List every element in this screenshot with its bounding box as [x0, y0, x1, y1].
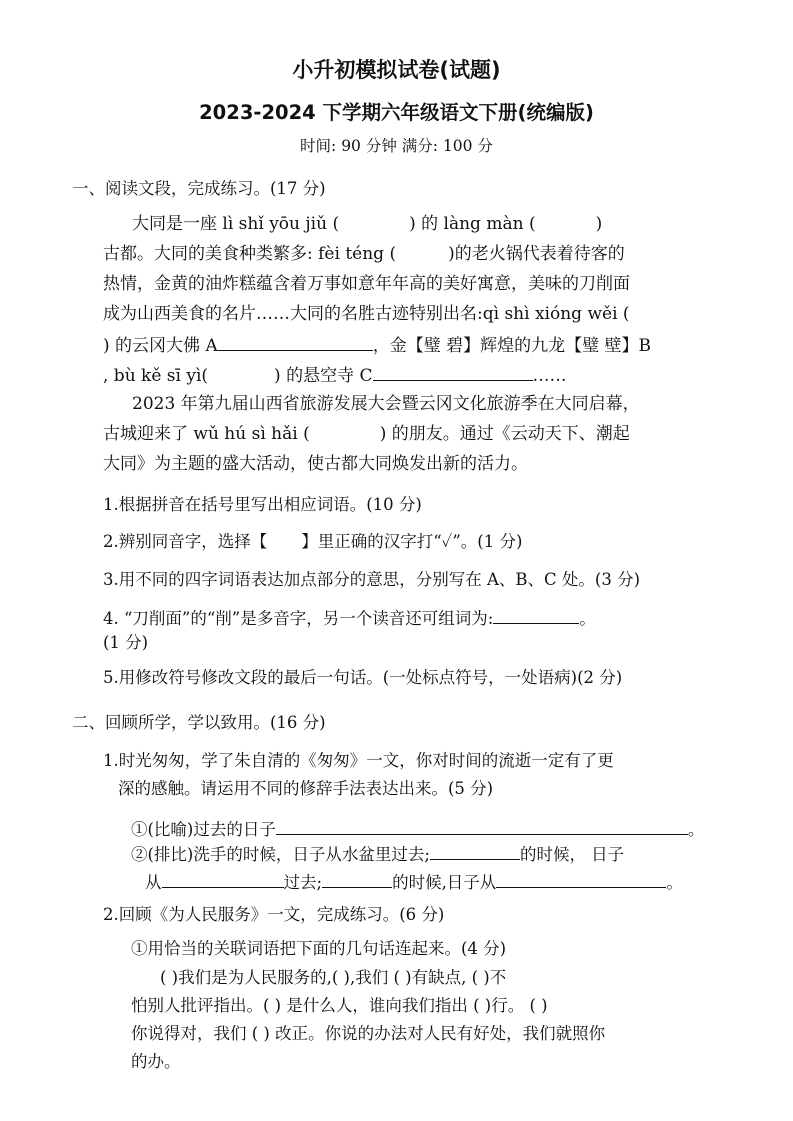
question-1-1: 1.根据拼音在括号里写出相应词语。(10 分): [103, 495, 422, 514]
passage-line: 古都。大同的美食种类繁多: fèi téng ( )的老火锅代表着待客的: [103, 244, 625, 264]
question-2-1: 1.时光匆匆，学了朱自清的《匆匆》一文，你对时间的流逝一定有了更: [103, 751, 614, 770]
item-parallelism-cont: 从 过去; 的时候,日子从 。: [145, 869, 683, 895]
answer-blank-metaphor[interactable]: [276, 816, 688, 835]
exam-subtitle: 2023-2024 下学期六年级语文下册(统编版): [199, 101, 594, 124]
item-metaphor: ①(比喻)过去的日子 。: [131, 816, 704, 842]
section2-heading: 二、回顾所学，学以致用。(16 分): [72, 713, 326, 732]
passage-line: 成为山西美食的名片……大同的名胜古迹特别出名:qì shì xióng wěi (: [103, 304, 630, 324]
answer-blank-c[interactable]: [373, 362, 533, 381]
question-1-4-score: (1 分): [103, 633, 149, 652]
item-parallelism: ②(排比)洗手的时候，日子从水盆里过去; 的时候， 日子: [131, 841, 624, 867]
passage-line: 热情，金黄的油炸糕蕴含着万事如意年年高的美好寓意，美味的刀削面: [103, 274, 630, 294]
passage-line: 古城迎来了 wǔ hú sì hǎi ( ) 的朋友。通过《云动天下、潮起: [103, 424, 630, 444]
answer-blank-parallel-3[interactable]: [322, 869, 392, 888]
passage-line: , bù kě sī yì( ) 的悬空寺 C ……: [103, 362, 567, 388]
question-1-3: 3.用不同的四字词语表达加点部分的意思，分别写在 A、B、C 处。(3 分): [103, 570, 641, 589]
question-1-4: 4. “刀削面”的“削”是多音字，另一个读音还可组词为: 。: [103, 605, 596, 631]
passage-line: ) 的云冈大佛 A ，金【璧 碧】辉煌的九龙【璧 壁】B: [103, 332, 651, 358]
passage-line: 的办。: [131, 1052, 181, 1071]
answer-blank-parallel-4[interactable]: [496, 869, 666, 888]
answer-blank-a[interactable]: [218, 332, 373, 351]
passage-line: 大同》为主题的盛大活动，使古都大同焕发出新的活力。: [103, 454, 528, 474]
answer-blank-parallel-1[interactable]: [430, 841, 520, 860]
passage-line: 你说得对，我们 ( ) 改正。你说的办法对人民有好处，我们就照你: [131, 1024, 606, 1043]
answer-blank-parallel-2[interactable]: [162, 869, 284, 888]
question-1-5: 5.用修改符号修改文段的最后一句话。(一处标点符号，一处语病)(2 分): [103, 668, 623, 687]
exam-title: 小升初模拟试卷(试题): [292, 58, 501, 82]
passage-line: ( )我们是为人民服务的,( ),我们 ( )有缺点, ( )不: [160, 968, 507, 987]
question-2-2-sub: ①用恰当的关联词语把下面的几句话连起来。(4 分): [131, 939, 507, 958]
passage-line: 怕别人批评指出。( ) 是什么人，谁向我们指出 ( )行。 ( ): [131, 996, 548, 1015]
answer-blank-q4[interactable]: [493, 605, 579, 624]
passage-line: 大同是一座 lì shǐ yōu jiǔ ( ) 的 làng màn ( ): [132, 214, 603, 234]
question-1-2: 2.辨别同音字，选择【 】里正确的汉字打“✓”。(1 分): [103, 532, 523, 551]
question-2-1-cont: 深的感触。请运用不同的修辞手法表达出来。(5 分): [118, 779, 494, 798]
section1-heading: 一、阅读文段，完成练习。(17 分): [72, 179, 326, 198]
question-2-2: 2.回顾《为人民服务》一文，完成练习。(6 分): [103, 905, 445, 924]
exam-meta: 时间: 90 分钟 满分: 100 分: [300, 137, 493, 155]
passage-line: 2023 年第九届山西省旅游发展大会暨云冈文化旅游季在大同启幕，: [132, 394, 640, 414]
